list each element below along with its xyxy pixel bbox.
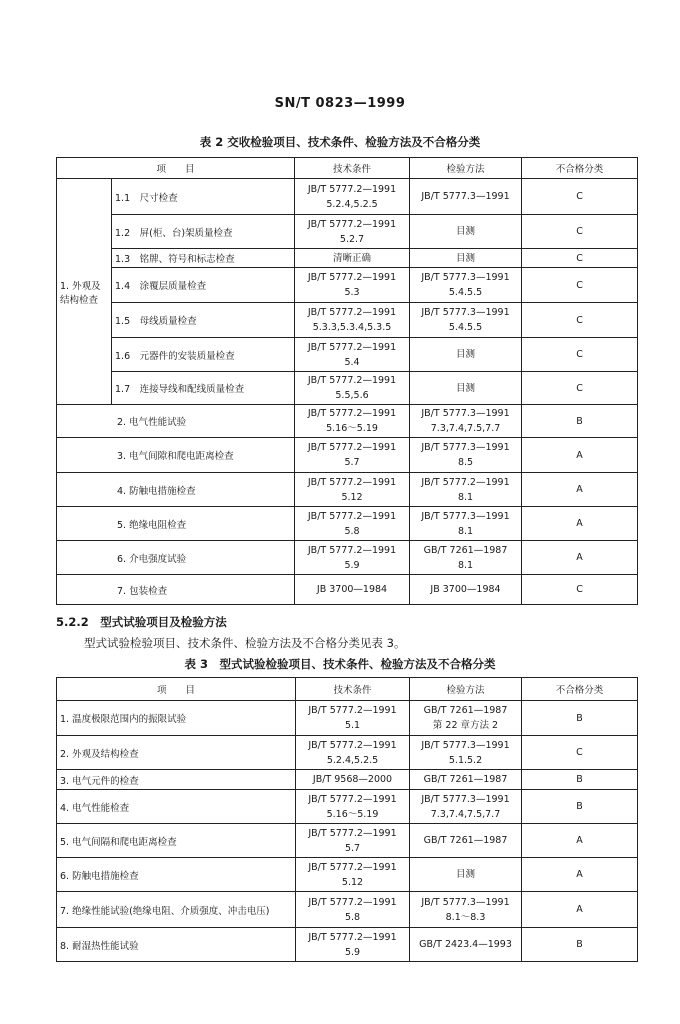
table2-row xyxy=(57,268,638,303)
test-method-line: GB/T 7261—1987 xyxy=(423,705,508,716)
table3-row xyxy=(57,770,638,790)
tech-condition-line: 5.3 xyxy=(344,287,360,298)
test-method-line: GB/T 7261—1987 xyxy=(423,774,508,785)
tech-condition xyxy=(295,303,410,338)
section-heading: 5.2.2 型式试验项目及检验方法 xyxy=(56,615,227,629)
tech-condition xyxy=(296,928,410,962)
table3-row xyxy=(57,701,638,736)
tech-condition-line: 5.5,5.6 xyxy=(335,390,369,401)
table2-row xyxy=(57,303,638,338)
tech-condition xyxy=(295,179,410,215)
tech-condition-line: JB/T 5777.2—1991 xyxy=(308,931,397,943)
test-method xyxy=(410,736,522,770)
tech-condition-line: JB/T 5777.2—1991 xyxy=(307,476,397,488)
table2-row xyxy=(57,507,638,541)
tech-condition xyxy=(295,268,410,303)
tech-condition-line: JB/T 9568—2000 xyxy=(312,774,393,785)
test-method-line: 第 22 章方法 2 xyxy=(432,720,499,731)
test-method-line: JB/T 5777.3—1991 xyxy=(421,896,510,908)
test-method xyxy=(410,858,522,892)
test-method xyxy=(410,249,522,268)
test-method-line: JB/T 5777.3—1991 xyxy=(421,272,510,283)
item-label: 7. 绝缘性能试验(绝缘电阻、介质强度、冲击电压) xyxy=(57,892,296,928)
t2-header-method: 检验方法 xyxy=(410,158,522,179)
t3-header-tech: 技术条件 xyxy=(296,678,410,701)
tech-condition-line: JB/T 5777.2—1991 xyxy=(307,183,397,195)
tech-condition xyxy=(296,892,410,928)
test-method xyxy=(410,701,522,736)
test-method-line: 目测 xyxy=(456,226,476,237)
tech-condition-line: 5.2.4,5.2.5 xyxy=(326,198,378,210)
defect-class: C xyxy=(522,736,638,770)
item-label: 4. 电气性能检查 xyxy=(57,790,296,824)
test-method xyxy=(410,438,522,473)
test-method-line: GB/T 7261—1987 xyxy=(423,835,508,846)
test-method xyxy=(410,338,522,372)
test-method-line: JB/T 5777.3—1991 xyxy=(421,408,510,419)
tech-condition-line: 5.7 xyxy=(344,457,360,468)
table2-row xyxy=(57,405,638,438)
defect-class: C xyxy=(522,303,638,338)
t2-header-item: 项 目 xyxy=(57,158,295,179)
tech-condition-line: 5.1 xyxy=(344,720,361,731)
defect-class: B xyxy=(522,701,638,736)
group-label-line: 结构检查 xyxy=(60,294,99,306)
test-method-line: 7.3,7.4,7.5,7.7 xyxy=(430,808,501,820)
test-method xyxy=(410,824,522,858)
table2-row xyxy=(57,338,638,372)
document-header: SN/T 0823—1999 xyxy=(274,96,406,111)
defect-class: C xyxy=(522,338,638,372)
tech-condition-line: JB/T 5777.2—1991 xyxy=(308,861,397,873)
defect-class: A xyxy=(522,473,638,507)
table2-group-cell xyxy=(57,179,112,405)
item-label: 3. 电气间隙和爬电距离检查 xyxy=(57,438,295,473)
item-label: 6. 介电强度试验 xyxy=(57,541,295,575)
test-method-line: 8.5 xyxy=(457,457,474,468)
defect-class: C xyxy=(522,215,638,249)
tech-condition-line: 5.2.4,5.2.5 xyxy=(326,754,379,766)
defect-class: C xyxy=(522,179,638,215)
test-method xyxy=(410,473,522,507)
test-method xyxy=(410,790,522,824)
table2-caption: 表 2 交收检验项目、技术条件、检验方法及不合格分类 xyxy=(199,135,481,149)
item-label: 8. 耐湿热性能试验 xyxy=(57,928,296,962)
table2-row xyxy=(57,473,638,507)
tech-condition-line: JB/T 5777.2—1991 xyxy=(307,442,397,453)
test-method-line: 5.1.5.2 xyxy=(448,754,483,766)
test-method xyxy=(410,770,522,790)
test-method-line: 目测 xyxy=(456,252,476,264)
table3 xyxy=(56,677,638,962)
group-label-line: 1. 外观及 xyxy=(60,280,101,292)
test-method xyxy=(410,303,522,338)
defect-class: A xyxy=(522,892,638,928)
test-method-line: JB/T 5777.3—1991 xyxy=(421,510,510,522)
tech-condition-line: 5.9 xyxy=(344,559,360,571)
defect-class: A xyxy=(522,541,638,575)
section-body: 型式试验检验项目、技术条件、检验方法及不合格分类见表 3。 xyxy=(84,636,406,650)
tech-condition-line: JB/T 5777.2—1991 xyxy=(307,375,397,386)
test-method-line: JB 3700—1984 xyxy=(430,584,501,595)
defect-class: C xyxy=(522,372,638,405)
tech-condition xyxy=(295,215,410,249)
tech-condition-line: 5.16～5.19 xyxy=(326,423,378,434)
table3-row xyxy=(57,928,638,962)
tech-condition-line: JB/T 5777.2—1991 xyxy=(307,272,397,283)
test-method-line: 目测 xyxy=(456,349,476,360)
test-method-line: JB/T 5777.3—1991 xyxy=(421,739,510,751)
tech-condition xyxy=(295,541,410,575)
table2-row xyxy=(57,215,638,249)
tech-condition-line: 5.8 xyxy=(344,525,360,537)
test-method xyxy=(410,179,522,215)
test-method-line: 8.1 xyxy=(457,559,474,571)
tech-condition xyxy=(295,338,410,372)
tech-condition-line: JB/T 5777.2—1991 xyxy=(307,341,397,353)
item-label: 1.5 母线质量检查 xyxy=(112,303,295,338)
defect-class: B xyxy=(522,405,638,438)
item-label: 5. 电气间隔和爬电距离检查 xyxy=(57,824,296,858)
test-method-line: JB/T 5777.3—1991 xyxy=(421,307,510,318)
test-method-line: 7.3,7.4,7.5,7.7 xyxy=(430,423,501,434)
table2-row xyxy=(57,249,638,268)
tech-condition xyxy=(296,701,410,736)
item-label: 2. 电气性能试验 xyxy=(57,405,295,438)
table2-row xyxy=(57,438,638,473)
tech-condition xyxy=(295,405,410,438)
defect-class: C xyxy=(522,575,638,605)
item-label: 1.3 铭牌、符号和标志检查 xyxy=(112,249,295,268)
table3-row xyxy=(57,858,638,892)
tech-condition-line: 5.4 xyxy=(344,356,360,368)
item-label: 7. 包装检查 xyxy=(57,575,295,605)
test-method-line: 目测 xyxy=(455,869,475,880)
tech-condition-line: JB/T 5777.2—1991 xyxy=(308,793,397,805)
tech-condition xyxy=(295,372,410,405)
defect-class: C xyxy=(522,249,638,268)
test-method xyxy=(410,892,522,928)
tech-condition-line: JB/T 5777.2—1991 xyxy=(307,510,397,522)
item-label: 1.7 连接导线和配线质量检查 xyxy=(112,372,295,405)
defect-class: A xyxy=(522,858,638,892)
tech-condition-line: 5.12 xyxy=(341,491,363,503)
tech-condition xyxy=(296,858,410,892)
test-method-line: 8.1 xyxy=(457,491,474,503)
defect-class: A xyxy=(522,507,638,541)
table3-row xyxy=(57,736,638,770)
test-method xyxy=(410,507,522,541)
tech-condition-line: 5.9 xyxy=(344,946,361,958)
t3-header-class: 不合格分类 xyxy=(522,678,638,701)
test-method-line: GB/T 7261—1987 xyxy=(423,544,508,556)
test-method-line: JB/T 5777.3—1991 xyxy=(421,191,510,202)
t2-header-class: 不合格分类 xyxy=(522,158,638,179)
test-method xyxy=(410,541,522,575)
tech-condition-line: JB/T 5777.2—1991 xyxy=(308,896,397,908)
t3-header-item: 项 目 xyxy=(57,678,296,701)
tech-condition-line: 5.2.7 xyxy=(339,233,365,245)
defect-class: A xyxy=(522,824,638,858)
table3-row xyxy=(57,892,638,928)
defect-class: B xyxy=(522,790,638,824)
item-label: 4. 防触电措施检查 xyxy=(57,473,295,507)
t3-header-method: 检验方法 xyxy=(410,678,522,701)
tech-condition-line: JB/T 5777.2—1991 xyxy=(308,827,397,839)
tech-condition-line: 5.12 xyxy=(341,876,364,888)
test-method xyxy=(410,928,522,962)
test-method xyxy=(410,372,522,405)
table2 xyxy=(56,157,638,605)
test-method-line: 8.1～8.3 xyxy=(445,911,486,923)
tech-condition-line: 清晰正确 xyxy=(333,252,372,264)
t2-header-tech: 技术条件 xyxy=(295,158,410,179)
test-method xyxy=(410,215,522,249)
tech-condition-line: 5.8 xyxy=(344,911,361,923)
item-label: 2. 外观及结构检查 xyxy=(57,736,296,770)
tech-condition-line: 5.7 xyxy=(344,842,361,854)
item-label: 1.4 涂覆层质量检查 xyxy=(112,268,295,303)
table2-row xyxy=(57,372,638,405)
defect-class: C xyxy=(522,268,638,303)
item-label: 1.6 元器件的安装质量检查 xyxy=(112,338,295,372)
tech-condition-line: JB/T 5777.2—1991 xyxy=(308,705,397,716)
test-method-line: GB/T 2423.4—1993 xyxy=(419,939,512,950)
test-method-line: 5.4.5.5 xyxy=(448,287,483,298)
tech-condition xyxy=(296,770,410,790)
test-method-line: JB/T 5777.3—1991 xyxy=(421,442,510,453)
tech-condition-line: JB/T 5777.2—1991 xyxy=(307,544,397,556)
item-label: 3. 电气元件的检查 xyxy=(57,770,296,790)
table3-row xyxy=(57,824,638,858)
tech-condition-line: JB/T 5777.2—1991 xyxy=(307,408,397,419)
item-label: 1.1 尺寸检查 xyxy=(112,179,295,215)
table3-caption: 表 3 型式试验检验项目、技术条件、检验方法及不合格分类 xyxy=(184,657,496,671)
test-method-line: JB/T 5777.2—1991 xyxy=(421,476,510,488)
item-label: 6. 防触电措施检查 xyxy=(57,858,296,892)
item-label: 1. 温度极限范围内的振限试验 xyxy=(57,701,296,736)
tech-condition xyxy=(295,438,410,473)
test-method xyxy=(410,405,522,438)
tech-condition xyxy=(295,575,410,605)
test-method-line: 8.1 xyxy=(457,525,474,537)
tech-condition-line: JB/T 5777.2—1991 xyxy=(307,307,397,318)
defect-class: B xyxy=(522,770,638,790)
tech-condition-line: JB 3700—1984 xyxy=(316,584,388,595)
tech-condition xyxy=(296,824,410,858)
test-method-line: 5.4.5.5 xyxy=(448,322,483,333)
test-method xyxy=(410,575,522,605)
defect-class: A xyxy=(522,438,638,473)
table2-row xyxy=(57,179,638,215)
item-label: 1.2 屏(柜、台)架质量检查 xyxy=(112,215,295,249)
tech-condition-line: JB/T 5777.2—1991 xyxy=(308,739,397,751)
test-method xyxy=(410,268,522,303)
defect-class: B xyxy=(522,928,638,962)
table2-row xyxy=(57,575,638,605)
tech-condition-line: 5.16～5.19 xyxy=(326,808,379,820)
table2-row xyxy=(57,541,638,575)
tech-condition xyxy=(295,507,410,541)
tech-condition-line: 5.3.3,5.3.4,5.3.5 xyxy=(312,322,392,333)
tech-condition xyxy=(295,473,410,507)
tech-condition xyxy=(296,790,410,824)
tech-condition xyxy=(295,249,410,268)
table3-row xyxy=(57,790,638,824)
tech-condition xyxy=(296,736,410,770)
tech-condition-line: JB/T 5777.2—1991 xyxy=(307,218,397,230)
item-label: 5. 绝缘电阻检查 xyxy=(57,507,295,541)
test-method-line: 目测 xyxy=(456,382,476,394)
test-method-line: JB/T 5777.3—1991 xyxy=(421,793,510,805)
